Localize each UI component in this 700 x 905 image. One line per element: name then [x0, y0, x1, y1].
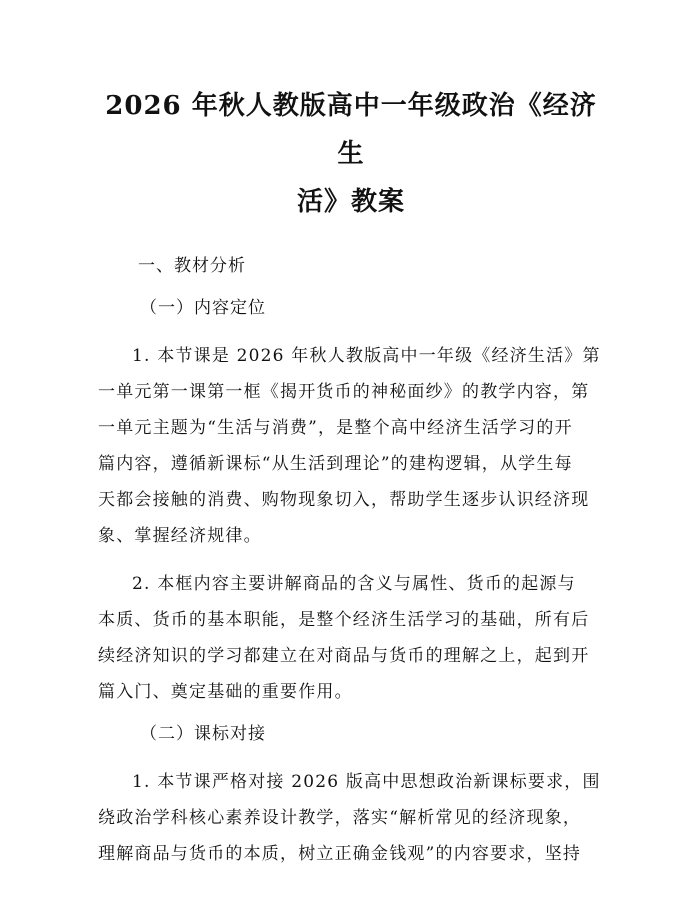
subsection-heading-curriculum-standards: （二）课标对接: [140, 724, 266, 744]
paragraph-1-line: 篇内容，遵循新课标“从生活到理论”的建构逻辑，从学生每: [98, 454, 573, 474]
paragraph-3: [98, 764, 604, 872]
paragraph-1: [98, 338, 604, 554]
paragraph-3-line: 绕政治学科核心素养设计教学，落实“解析常见的经济现象，: [98, 808, 582, 828]
paragraph-1-line: 象、掌握经济规律。: [98, 526, 262, 546]
paragraph-1-line: 1. 本节课是 2026 年秋人教版高中一年级《经济生活》第: [132, 346, 601, 366]
paragraph-3-line: 理解商品与货币的本质，树立正确金钱观”的内容要求，坚持: [98, 844, 582, 864]
paragraph-2-line: 续经济知识的学习都建立在对商品与货币的理解之上，起到开: [98, 646, 590, 666]
title-line-2: 活》教案: [296, 187, 405, 217]
section-heading-teaching-material-analysis: 一、教材分析: [138, 256, 246, 276]
paragraph-2-line: 篇入门、奠定基础的重要作用。: [98, 682, 353, 702]
paragraph-2-line: 2. 本框内容主要讲解商品的含义与属性、货币的起源与: [132, 574, 576, 594]
paragraph-3-line: 1. 本节课严格对接 2026 版高中思想政治新课标要求，围: [132, 772, 601, 792]
paragraph-1-line: 一单元主题为“生活与消费”，是整个高中经济生活学习的开: [98, 418, 573, 438]
title-line-1: 2026 年秋人教版高中一年级政治《经济生: [105, 91, 597, 169]
paragraph-1-line: 天都会接触的消费、购物现象切入，帮助学生逐步认识经济现: [98, 490, 590, 510]
document-title: [98, 0, 604, 226]
subsection-heading-content-positioning: （一）内容定位: [140, 298, 266, 318]
paragraph-2: [98, 566, 604, 710]
paragraph-1-line: 一单元第一课第一框《揭开货币的神秘面纱》的教学内容，第: [98, 382, 590, 402]
paragraph-2-line: 本质、货币的基本职能，是整个经济生活学习的基础，所有后: [98, 610, 590, 630]
